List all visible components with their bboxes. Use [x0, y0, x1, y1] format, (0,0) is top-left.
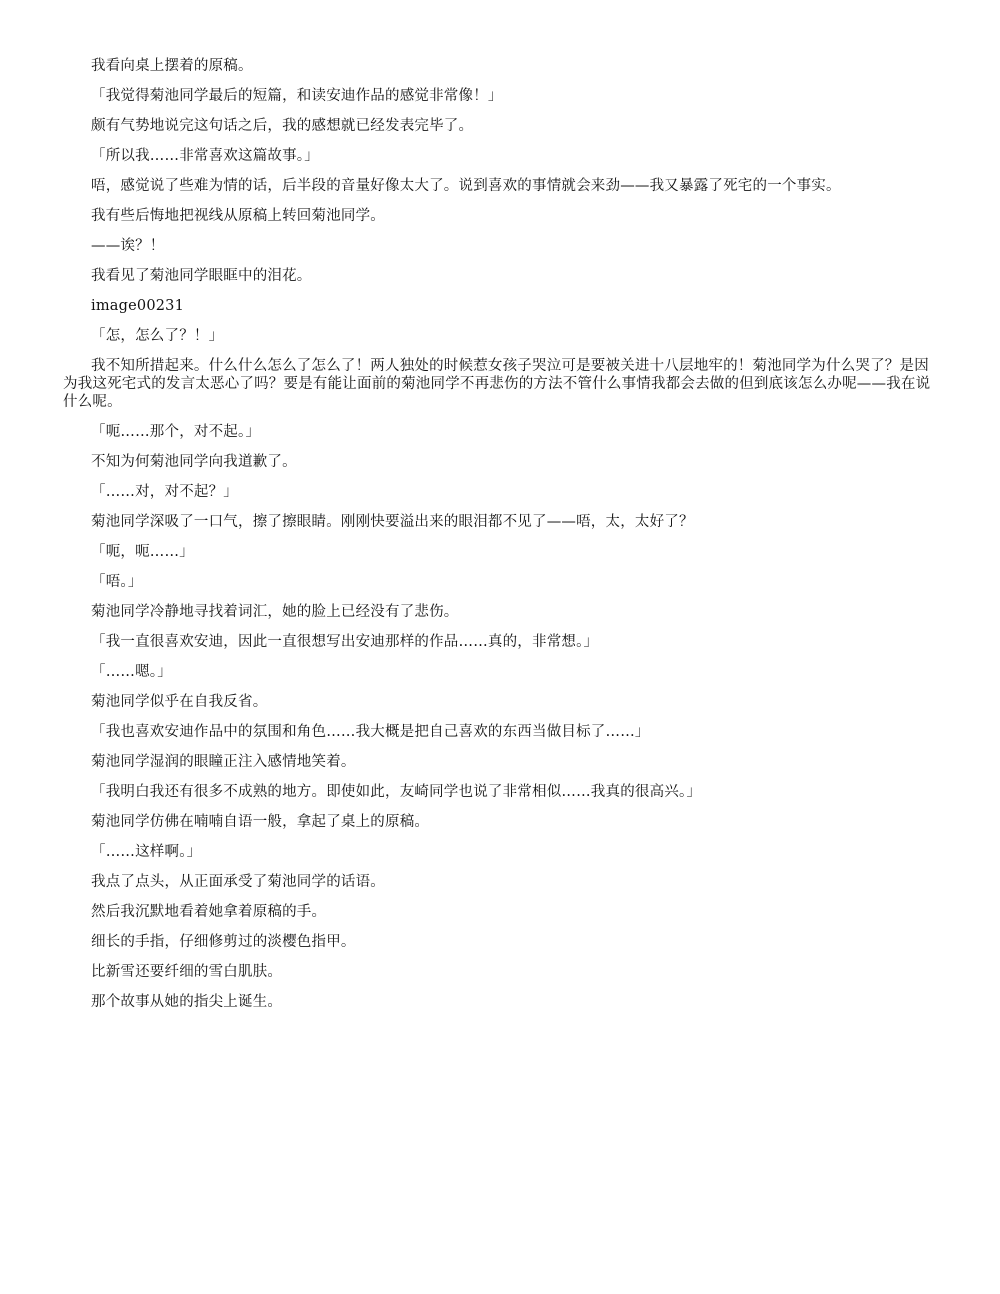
paragraph: 「呃，呃……」 — [91, 544, 194, 560]
document-body — [63, 57, 943, 1023]
paragraph: 「怎，怎么了？！」 — [91, 328, 224, 344]
paragraph: 比新雪还要纤细的雪白肌肤。 — [91, 964, 283, 980]
paragraph: 「……嗯。」 — [91, 664, 172, 680]
paragraph: 菊池同学冷静地寻找着词汇，她的脸上已经没有了悲伤。 — [91, 604, 459, 620]
paragraph: 唔，感觉说了些难为情的话，后半段的音量好像太大了。说到喜欢的事情就会来劲——我又暴露了死宅的一个事实。 — [91, 178, 841, 194]
paragraph: 「我觉得菊池同学最后的短篇，和读安迪作品的感觉非常像！」 — [91, 88, 503, 104]
paragraph: ——诶？！ — [91, 238, 165, 254]
paragraph: 我看向桌上摆着的原稿。 — [91, 58, 253, 74]
paragraph: 菊池同学深吸了一口气，擦了擦眼睛。刚刚快要溢出来的眼泪都不见了——唔，太，太好了？ — [91, 514, 694, 530]
paragraph: 我看见了菊池同学眼眶中的泪花。 — [91, 268, 312, 284]
paragraph: 菊池同学似乎在自我反省。 — [91, 694, 268, 710]
paragraph: 「我明白我还有很多不成熟的地方。即使如此，友崎同学也说了非常相似……我真的很高兴。」 — [91, 784, 702, 800]
paragraph: 我有些后悔地把视线从原稿上转回菊池同学。 — [91, 208, 385, 224]
paragraph: 「……对，对不起？」 — [91, 484, 238, 500]
paragraph: 我不知所措起来。什么什么怎么了怎么了！两人独处的时候惹女孩子哭泣可是要被关进十八层地牢的！菊池同学为什么哭了？是因为我这死宅式的发言太恶心了吗？要是有能让面前的菊池同学不再悲伤的方法不管什么事情我都会去做的但到底该怎么办呢——我在说什么呢。 — [63, 358, 931, 410]
paragraph: 那个故事从她的指尖上诞生。 — [91, 994, 283, 1010]
image-placeholder-text: image00231 — [91, 298, 185, 314]
paragraph: 然后我沉默地看着她拿着原稿的手。 — [91, 904, 327, 920]
paragraph: 菊池同学湿润的眼瞳正注入感情地笑着。 — [91, 754, 356, 770]
paragraph: 「我也喜欢安迪作品中的氛围和角色……我大概是把自己喜欢的东西当做目标了……」 — [91, 724, 650, 740]
paragraph: 「我一直很喜欢安迪，因此一直很想写出安迪那样的作品……真的，非常想。」 — [91, 634, 599, 650]
paragraph: 颇有气势地说完这句话之后，我的感想就已经发表完毕了。 — [91, 118, 474, 134]
paragraph: 「唔。」 — [91, 574, 143, 590]
paragraph: 不知为何菊池同学向我道歉了。 — [91, 454, 297, 470]
paragraph: 「呃……那个，对不起。」 — [91, 424, 261, 440]
paragraph: 菊池同学仿佛在喃喃自语一般，拿起了桌上的原稿。 — [91, 814, 430, 830]
paragraph: 「……这样啊。」 — [91, 844, 202, 860]
paragraph: 我点了点头，从正面承受了菊池同学的话语。 — [91, 874, 385, 890]
paragraph: 「所以我……非常喜欢这篇故事。」 — [91, 148, 319, 164]
paragraph: 细长的手指，仔细修剪过的淡樱色指甲。 — [91, 934, 356, 950]
